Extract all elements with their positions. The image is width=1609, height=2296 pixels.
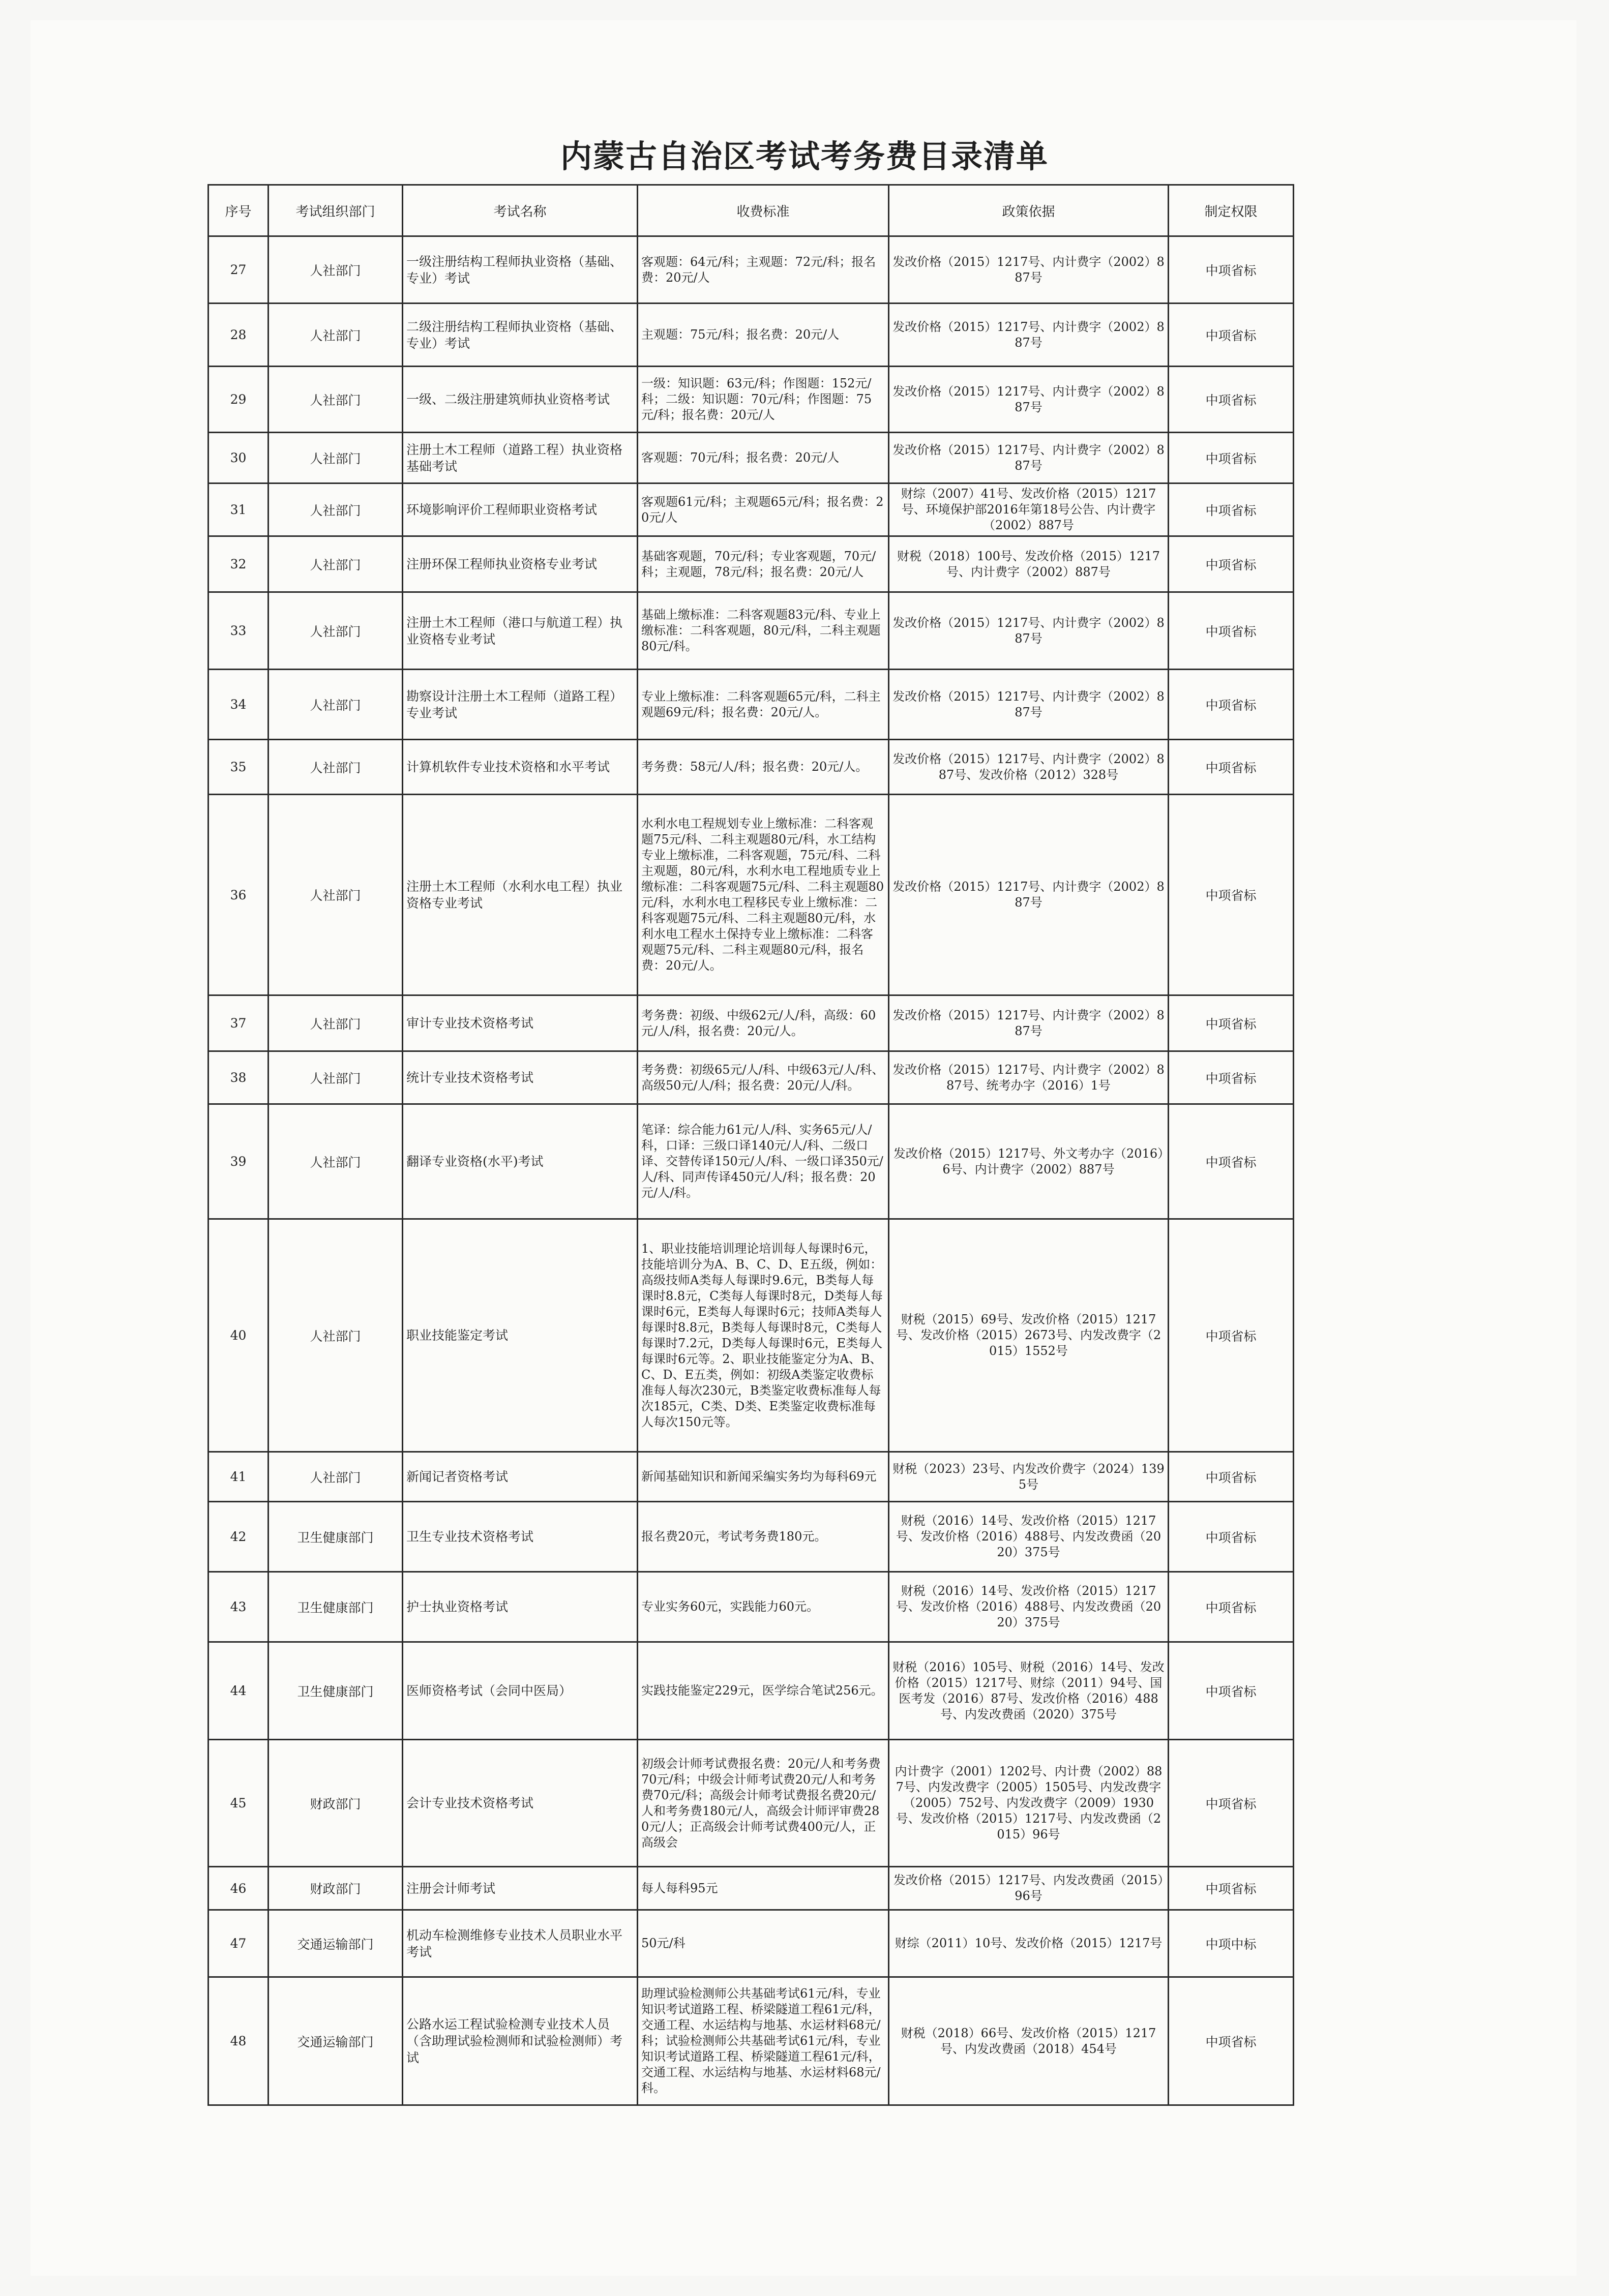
policy-basis: 发改价格（2015）1217号、内计费字（2002）887号、发改价格（2012）328号 [889, 740, 1169, 795]
exam-name: 翻译专业资格(水平)考试 [403, 1104, 638, 1219]
row-number: 34 [208, 670, 269, 740]
authority: 中项省标 [1169, 433, 1294, 484]
row-number: 33 [208, 592, 269, 670]
exam-name: 环境影响评价工程师职业资格考试 [403, 484, 638, 536]
exam-name: 勘察设计注册土木工程师（道路工程）专业考试 [403, 670, 638, 740]
fee-text: 基础客观题，70元/科；专业客观题，70元/科；主观题，78元/科；报名费：20元/人 [641, 549, 876, 579]
policy-basis: 发改价格（2015）1217号、内计费字（2002）887号 [889, 995, 1169, 1051]
fee-text: 主观题：75元/科；报名费：20元/人 [641, 327, 840, 342]
exam-department: 人社部门 [269, 1452, 403, 1502]
exam-department: 人社部门 [269, 1219, 403, 1452]
authority: 中项省标 [1169, 1104, 1294, 1219]
policy-basis: 财税（2023）23号、内发改价费字（2024）1395号 [889, 1452, 1169, 1502]
row-number: 27 [208, 236, 269, 304]
authority: 中项省标 [1169, 670, 1294, 740]
table-row [208, 795, 1294, 995]
row-number: 35 [208, 740, 269, 795]
table-row [208, 740, 1294, 795]
header-policy: 政策依据 [889, 185, 1169, 236]
authority: 中项省标 [1169, 1452, 1294, 1502]
authority: 中项省标 [1169, 1572, 1294, 1642]
fee-standard [638, 592, 889, 670]
exam-name: 一级、二级注册建筑师执业资格考试 [403, 367, 638, 433]
row-number: 39 [208, 1104, 269, 1219]
table-row [208, 236, 1294, 304]
exam-name: 卫生专业技术资格考试 [403, 1502, 638, 1572]
row-number: 48 [208, 1977, 269, 2105]
fee-standard [638, 1977, 889, 2105]
exam-name: 审计专业技术资格考试 [403, 995, 638, 1051]
fee-standard [638, 740, 889, 795]
exam-name: 医师资格考试（会同中医局） [403, 1642, 638, 1740]
exam-department: 人社部门 [269, 1051, 403, 1104]
exam-department: 财政部门 [269, 1740, 403, 1867]
table-row [208, 1740, 1294, 1867]
row-number: 31 [208, 484, 269, 536]
fee-text: 报名费20元，考试考务费180元。 [641, 1529, 827, 1544]
fee-text: 专业实务60元，实践能力60元。 [641, 1599, 819, 1614]
exam-department: 人社部门 [269, 433, 403, 484]
row-number: 32 [208, 536, 269, 592]
policy-basis: 发改价格（2015）1217号、内计费字（2002）887号 [889, 236, 1169, 304]
exam-department: 人社部门 [269, 484, 403, 536]
exam-department: 人社部门 [269, 536, 403, 592]
exam-name: 公路水运工程试验检测专业技术人员（含助理试验检测师和试验检测师）考试 [403, 1977, 638, 2105]
exam-department: 人社部门 [269, 740, 403, 795]
exam-name: 一级注册结构工程师执业资格（基础、专业）考试 [403, 236, 638, 304]
policy-basis: 发改价格（2015）1217号、内计费字（2002）887号 [889, 367, 1169, 433]
fee-text: 助理试验检测师公共基础考试61元/科，专业知识考试道路工程、桥梁隧道工程61元/科，交通工程、水运结构与地基、水运材料68元/科；试验检测师公共基础考试61元/科，专业知识考试道路工程、桥梁隧道工程61元/科，交通工程、水运结构与地基、水运材料68元/科。 [641, 1986, 881, 2095]
fee-standard [638, 1502, 889, 1572]
row-number: 45 [208, 1740, 269, 1867]
fee-text: 考务费：初级、中级62元/人/科，高级：60元/人/科，报名费：20元/人。 [641, 1008, 876, 1038]
exam-department: 人社部门 [269, 995, 403, 1051]
policy-basis: 财税（2016）14号、发改价格（2015）1217号、发改价格（2016）488号、内发改费函（2020）375号 [889, 1502, 1169, 1572]
row-number: 30 [208, 433, 269, 484]
row-number: 29 [208, 367, 269, 433]
authority: 中项省标 [1169, 367, 1294, 433]
policy-basis: 发改价格（2015）1217号、内发改费函（2015）96号 [889, 1867, 1169, 1910]
fee-text: 考务费：初级65元/人/科、中级63元/人/科、高级50元/人/科；报名费：20元/人/科。 [641, 1062, 884, 1093]
exam-name: 新闻记者资格考试 [403, 1452, 638, 1502]
exam-department: 交通运输部门 [269, 1910, 403, 1977]
authority: 中项省标 [1169, 1051, 1294, 1104]
exam-department: 人社部门 [269, 236, 403, 304]
row-number: 40 [208, 1219, 269, 1452]
fee-standard [638, 433, 889, 484]
fee-standard [638, 304, 889, 367]
fee-text: 每人每科95元 [641, 1881, 718, 1895]
exam-name: 注册会计师考试 [403, 1867, 638, 1910]
exam-name: 统计专业技术资格考试 [403, 1051, 638, 1104]
policy-basis: 财税（2015）69号、发改价格（2015）1217号、发改价格（2015）2673号、内发改费字（2015）1552号 [889, 1219, 1169, 1452]
authority: 中项省标 [1169, 304, 1294, 367]
fee-standard [638, 1452, 889, 1502]
fee-text: 新闻基础知识和新闻采编实务均为每科69元 [641, 1469, 877, 1484]
row-number: 44 [208, 1642, 269, 1740]
table-row [208, 433, 1294, 484]
table-row [208, 1977, 1294, 2105]
fee-text: 50元/科 [641, 1936, 686, 1950]
policy-basis: 发改价格（2015）1217号、内计费字（2002）887号 [889, 670, 1169, 740]
fee-text: 实践技能鉴定229元，医学综合笔试256元。 [641, 1683, 883, 1698]
table-row [208, 1867, 1294, 1910]
fee-text: 一级：知识题：63元/科；作图题：152元/科；二级：知识题：70元/科；作图题：75元/科；报名费：20元/人 [641, 376, 872, 422]
fee-text: 客观题：70元/科；报名费：20元/人 [641, 450, 840, 465]
policy-basis: 发改价格（2015）1217号、内计费字（2002）887号、统考办字（2016）1号 [889, 1051, 1169, 1104]
authority: 中项省标 [1169, 592, 1294, 670]
authority: 中项省标 [1169, 1867, 1294, 1910]
fee-standard [638, 1572, 889, 1642]
exam-department: 卫生健康部门 [269, 1642, 403, 1740]
table-header-row [208, 185, 1294, 236]
table-row [208, 1051, 1294, 1104]
header-fee: 收费标准 [638, 185, 889, 236]
policy-basis: 发改价格（2015）1217号、内计费字（2002）887号 [889, 433, 1169, 484]
authority: 中项省标 [1169, 484, 1294, 536]
exam-name: 会计专业技术资格考试 [403, 1740, 638, 1867]
exam-department: 人社部门 [269, 367, 403, 433]
exam-name: 注册土木工程师（港口与航道工程）执业资格专业考试 [403, 592, 638, 670]
policy-basis: 财税（2018）100号、发改价格（2015）1217号、内计费字（2002）887号 [889, 536, 1169, 592]
row-number: 46 [208, 1867, 269, 1910]
exam-department: 人社部门 [269, 795, 403, 995]
exam-name: 职业技能鉴定考试 [403, 1219, 638, 1452]
fee-standard [638, 670, 889, 740]
fee-standard [638, 1219, 889, 1452]
exam-department: 人社部门 [269, 304, 403, 367]
fee-text: 专业上缴标准：二科客观题65元/科，二科主观题69元/科；报名费：20元/人。 [641, 689, 881, 719]
row-number: 36 [208, 795, 269, 995]
header-name: 考试名称 [403, 185, 638, 236]
fee-standard [638, 795, 889, 995]
fee-text: 考务费：58元/人/科；报名费：20元/人。 [641, 760, 868, 774]
exam-department: 财政部门 [269, 1867, 403, 1910]
fee-text: 水利水电工程规划专业上缴标准：二科客观题75元/科、二科主观题80元/科，水工结构专业上缴标准，二科客观题，75元/科、二科主观题，80元/科，水利水电工程地质专业上缴标准：二科客观题75元/科、二科主观题80元/科，水利水电工程移民专业上缴标准：二科客观题75元/科、二科主观题80元/科，水利水电工程水土保持专业上缴标准：二科客观题75元/科、二科主观题80元/科，报名费：20元/人。 [641, 817, 884, 973]
fee-standard [638, 1867, 889, 1910]
exam-name: 注册土木工程师（水利水电工程）执业资格专业考试 [403, 795, 638, 995]
table-row [208, 484, 1294, 536]
fee-text: 初级会计师考试费报名费：20元/人和考务费70元/科；中级会计师考试费20元/人和考务费70元/科；高级会计师考试费报名费20元/人和考务费180元/人，高级会计师评审费280元/人；正高级会计师考试费400元/人，正高级会 [641, 1756, 881, 1850]
exam-department: 人社部门 [269, 592, 403, 670]
page-title: 内蒙古自治区考试考务费目录清单 [560, 138, 1049, 175]
authority: 中项省标 [1169, 740, 1294, 795]
table-row [208, 592, 1294, 670]
authority: 中项省标 [1169, 1642, 1294, 1740]
exam-name: 注册土木工程师（道路工程）执业资格基础考试 [403, 433, 638, 484]
table-row [208, 1452, 1294, 1502]
fee-standard [638, 1642, 889, 1740]
fee-standard [638, 1740, 889, 1867]
row-number: 28 [208, 304, 269, 367]
table-row [208, 536, 1294, 592]
table-row [208, 1104, 1294, 1219]
authority: 中项省标 [1169, 795, 1294, 995]
authority: 中项省标 [1169, 1219, 1294, 1452]
row-number: 38 [208, 1051, 269, 1104]
table-row [208, 1642, 1294, 1740]
table-row [208, 304, 1294, 367]
table-row [208, 1910, 1294, 1977]
exam-name: 计算机软件专业技术资格和水平考试 [403, 740, 638, 795]
header-auth: 制定权限 [1169, 185, 1294, 236]
authority: 中项省标 [1169, 1740, 1294, 1867]
row-number: 43 [208, 1572, 269, 1642]
fee-standard [638, 1051, 889, 1104]
table-row [208, 1502, 1294, 1572]
table-row [208, 1572, 1294, 1642]
policy-basis: 财税（2018）66号、发改价格（2015）1217号、内发改费函（2018）454号 [889, 1977, 1169, 2105]
exam-department: 人社部门 [269, 670, 403, 740]
exam-department: 卫生健康部门 [269, 1502, 403, 1572]
header-no: 序号 [208, 185, 269, 236]
table-row [208, 670, 1294, 740]
policy-basis: 发改价格（2015）1217号、内计费字（2002）887号 [889, 795, 1169, 995]
table-row [208, 367, 1294, 433]
fee-standard [638, 1910, 889, 1977]
row-number: 42 [208, 1502, 269, 1572]
exam-name: 机动车检测维修专业技术人员职业水平考试 [403, 1910, 638, 1977]
policy-basis: 发改价格（2015）1217号、外文考办字（2016）6号、内计费字（2002）887号 [889, 1104, 1169, 1219]
fee-standard [638, 236, 889, 304]
row-number: 47 [208, 1910, 269, 1977]
authority: 中项省标 [1169, 236, 1294, 304]
row-number: 41 [208, 1452, 269, 1502]
fee-standard [638, 484, 889, 536]
policy-basis: 财综（2007）41号、发改价格（2015）1217号、环境保护部2016年第18号公告、内计费字（2002）887号 [889, 484, 1169, 536]
exam-name: 二级注册结构工程师执业资格（基础、专业）考试 [403, 304, 638, 367]
row-number: 37 [208, 995, 269, 1051]
exam-name: 护士执业资格考试 [403, 1572, 638, 1642]
table-row [208, 995, 1294, 1051]
policy-basis: 财税（2016）14号、发改价格（2015）1217号、发改价格（2016）488号、内发改费函（2020）375号 [889, 1572, 1169, 1642]
exam-name: 注册环保工程师执业资格专业考试 [403, 536, 638, 592]
authority: 中项省标 [1169, 995, 1294, 1051]
policy-basis: 内计费字（2001）1202号、内计费（2002）887号、内发改费字（2005）1505号、内发改费字（2005）752号、内发改费字（2009）1930号、发改价格（2015）1217号、内发改费函（2015）96号 [889, 1740, 1169, 1867]
fee-text: 1、职业技能培训理论培训每人每课时6元，技能培训分为A、B、C、D、E五级，例如：高级技师A类每人每课时9.6元，B类每人每课时8.8元，C类每人每课时8元，D类每人每课时6元，E类每人每课时6元；技师A类每人每课时8.8元，B类每人每课时8元，C类每人每课时7.2元，D类每人每课时6元，E类每人每课时6元等。2、职业技能鉴定分为A、B、C、D、E五类，例如：初级A类鉴定收费标准每人每次230元，B类鉴定收费标准每人每次185元，C类、D类、E类鉴定收费标准每人每次150元等。 [641, 1241, 883, 1429]
fee-standard [638, 367, 889, 433]
exam-department: 交通运输部门 [269, 1977, 403, 2105]
fee-text: 基础上缴标准：二科客观题83元/科、专业上缴标准：二科客观题，80元/科，二科主观题80元/科。 [641, 608, 881, 653]
header-dept: 考试组织部门 [269, 185, 403, 236]
table-row [208, 1219, 1294, 1452]
authority: 中项中标 [1169, 1910, 1294, 1977]
policy-basis: 发改价格（2015）1217号、内计费字（2002）887号 [889, 592, 1169, 670]
fee-table [207, 184, 1294, 2106]
authority: 中项省标 [1169, 536, 1294, 592]
policy-basis: 财税（2016）105号、财税（2016）14号、发改价格（2015）1217号、财综（2011）94号、国医考发（2016）87号、发改价格（2016）488号、内发改费函（2020）375号 [889, 1642, 1169, 1740]
policy-basis: 财综（2011）10号、发改价格（2015）1217号 [889, 1910, 1169, 1977]
authority: 中项省标 [1169, 1977, 1294, 2105]
authority: 中项省标 [1169, 1502, 1294, 1572]
fee-text: 客观题61元/科；主观题65元/科；报名费：20元/人 [641, 494, 884, 525]
exam-department: 人社部门 [269, 1104, 403, 1219]
fee-standard [638, 536, 889, 592]
fee-text: 客观题：64元/科；主观题：72元/科；报名费：20元/人 [641, 254, 876, 285]
fee-text: 笔译：综合能力61元/人/科、实务65元/人/科，口译：三级口译140元/人/科、二级口译、交替传译150元/人/科、一级口译350元/人/科、同声传译450元/人/科；报名费：20元/人/科。 [641, 1123, 883, 1200]
policy-basis: 发改价格（2015）1217号、内计费字（2002）887号 [889, 304, 1169, 367]
fee-standard [638, 1104, 889, 1219]
fee-standard [638, 995, 889, 1051]
exam-department: 卫生健康部门 [269, 1572, 403, 1642]
